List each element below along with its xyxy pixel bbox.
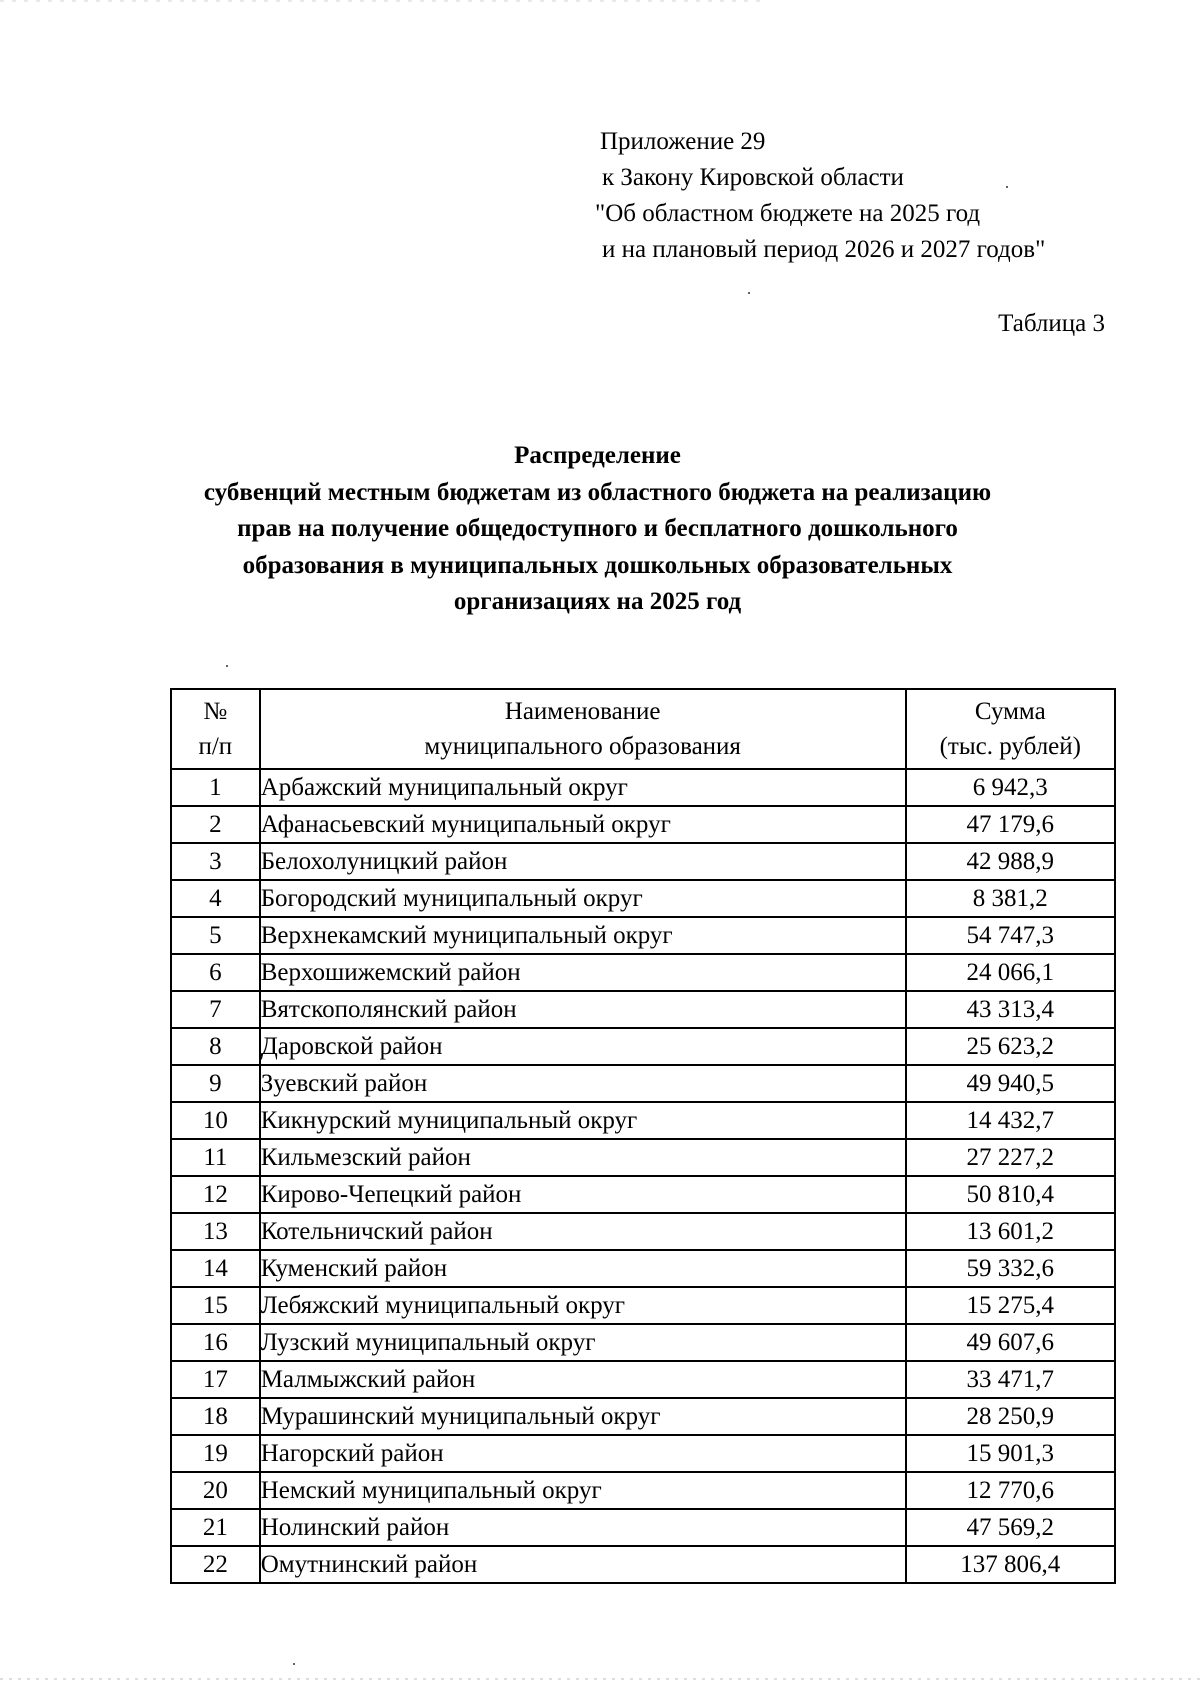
title-line-5: организациях на 2025 год <box>453 588 742 615</box>
amount: 6 942,3 <box>906 769 1115 806</box>
amount: 15 901,3 <box>906 1435 1115 1472</box>
table-row <box>171 1287 1115 1324</box>
table-row <box>171 1546 1115 1583</box>
row-number: 9 <box>171 1065 260 1102</box>
row-number: 12 <box>171 1176 260 1213</box>
header-name-line-2: муниципального образования <box>424 733 741 760</box>
row-number: 5 <box>171 917 260 954</box>
table-row <box>171 1509 1115 1546</box>
header-number-line-1: № <box>203 698 228 725</box>
amount: 25 623,2 <box>906 1028 1115 1065</box>
municipality-name: Нагорский район <box>260 1435 906 1472</box>
municipality-name: Немский муниципальный округ <box>260 1472 906 1509</box>
amount: 137 806,4 <box>906 1546 1115 1583</box>
scan-speck <box>1006 186 1008 188</box>
amount: 14 432,7 <box>906 1102 1115 1139</box>
table-row <box>171 1250 1115 1287</box>
row-number: 10 <box>171 1102 260 1139</box>
municipality-name: Верхошижемский район <box>260 954 906 991</box>
municipality-name: Арбажский муниципальный округ <box>260 769 906 806</box>
row-number: 2 <box>171 806 260 843</box>
row-number: 1 <box>171 769 260 806</box>
header-sum-line-2: (тыс. рублей) <box>939 733 1081 760</box>
amount: 54 747,3 <box>906 917 1115 954</box>
row-number: 7 <box>171 991 260 1028</box>
municipality-name: Даровской район <box>260 1028 906 1065</box>
header-number <box>171 689 260 769</box>
scan-speck <box>226 665 228 667</box>
municipality-name: Зуевский район <box>260 1065 906 1102</box>
row-number: 15 <box>171 1287 260 1324</box>
scan-speck <box>748 292 750 294</box>
row-number: 22 <box>171 1546 260 1583</box>
appendix-line-4: и на плановый период 2026 и 2027 годов" <box>602 236 1046 263</box>
row-number: 19 <box>171 1435 260 1472</box>
municipality-name: Куменский район <box>260 1250 906 1287</box>
amount: 49 940,5 <box>906 1065 1115 1102</box>
municipality-name: Котельничский район <box>260 1213 906 1250</box>
table-row <box>171 917 1115 954</box>
municipality-name: Вятскополянский район <box>260 991 906 1028</box>
table-row <box>171 1472 1115 1509</box>
amount: 24 066,1 <box>906 954 1115 991</box>
amount: 59 332,6 <box>906 1250 1115 1287</box>
appendix-line-1: Приложение 29 <box>600 128 766 155</box>
table-row <box>171 1102 1115 1139</box>
amount: 8 381,2 <box>906 880 1115 917</box>
amount: 13 601,2 <box>906 1213 1115 1250</box>
header-number-line-2: п/п <box>198 733 233 760</box>
amount: 50 810,4 <box>906 1176 1115 1213</box>
row-number: 14 <box>171 1250 260 1287</box>
scan-speck <box>293 1663 295 1665</box>
amount: 42 988,9 <box>906 843 1115 880</box>
municipality-name: Белохолуницкий район <box>260 843 906 880</box>
title-line-3: прав на получение общедоступного и бесплатного дошкольного <box>237 515 958 542</box>
header-name <box>260 689 906 769</box>
municipality-name: Малмыжский район <box>260 1361 906 1398</box>
municipality-name: Лузский муниципальный округ <box>260 1324 906 1361</box>
title-line-4: образования в муниципальных дошкольных образовательных <box>242 551 953 579</box>
municipality-name: Афанасьевский муниципальный округ <box>260 806 906 843</box>
scan-noise-bottom <box>0 1678 1200 1680</box>
table-row <box>171 1361 1115 1398</box>
table-number: Таблица 3 <box>998 310 1105 337</box>
amount: 12 770,6 <box>906 1472 1115 1509</box>
row-number: 8 <box>171 1028 260 1065</box>
amount: 47 569,2 <box>906 1509 1115 1546</box>
appendix-line-3: "Об областном бюджете на 2025 год <box>595 200 981 227</box>
table-row <box>171 1139 1115 1176</box>
header-name-line-1: Наименование <box>504 698 661 725</box>
amount: 15 275,4 <box>906 1287 1115 1324</box>
title-line-2: субвенций местным бюджетам из областного бюджета на реализацию <box>203 478 992 506</box>
municipality-name: Кильмезский район <box>260 1139 906 1176</box>
table-row <box>171 1028 1115 1065</box>
row-number: 6 <box>171 954 260 991</box>
table-row <box>171 806 1115 843</box>
row-number: 18 <box>171 1398 260 1435</box>
municipality-name: Омутнинский район <box>260 1546 906 1583</box>
amount: 28 250,9 <box>906 1398 1115 1435</box>
amount: 49 607,6 <box>906 1324 1115 1361</box>
table-body <box>171 769 1115 1583</box>
table-row <box>171 1065 1115 1102</box>
appendix-header <box>595 124 1046 268</box>
appendix-line-2: к Закону Кировской области <box>602 164 904 191</box>
row-number: 4 <box>171 880 260 917</box>
table-row <box>171 1435 1115 1472</box>
municipality-name: Мурашинский муниципальный округ <box>260 1398 906 1435</box>
table-row <box>171 954 1115 991</box>
amount: 27 227,2 <box>906 1139 1115 1176</box>
row-number: 20 <box>171 1472 260 1509</box>
table-row <box>171 769 1115 806</box>
table-row <box>171 1398 1115 1435</box>
table-header-row <box>171 689 1115 769</box>
header-sum <box>906 689 1115 769</box>
header-sum-line-1: Сумма <box>974 698 1046 725</box>
table-row <box>171 880 1115 917</box>
municipality-name: Нолинский район <box>260 1509 906 1546</box>
amount: 43 313,4 <box>906 991 1115 1028</box>
table-row <box>171 991 1115 1028</box>
row-number: 3 <box>171 843 260 880</box>
table-row <box>171 1176 1115 1213</box>
distribution-table <box>170 688 1116 1584</box>
municipality-name: Верхнекамский муниципальный округ <box>260 917 906 954</box>
title-line-1: Распределение <box>514 442 681 469</box>
row-number: 13 <box>171 1213 260 1250</box>
document-title <box>150 438 1045 621</box>
row-number: 16 <box>171 1324 260 1361</box>
row-number: 11 <box>171 1139 260 1176</box>
municipality-name: Кирово-Чепецкий район <box>260 1176 906 1213</box>
table-row <box>171 1213 1115 1250</box>
row-number: 17 <box>171 1361 260 1398</box>
municipality-name: Богородский муниципальный округ <box>260 880 906 917</box>
table-row <box>171 1324 1115 1361</box>
amount: 47 179,6 <box>906 806 1115 843</box>
table-row <box>171 843 1115 880</box>
scan-noise-top <box>0 0 760 2</box>
municipality-name: Кикнурский муниципальный округ <box>260 1102 906 1139</box>
row-number: 21 <box>171 1509 260 1546</box>
municipality-name: Лебяжский муниципальный округ <box>260 1287 906 1324</box>
amount: 33 471,7 <box>906 1361 1115 1398</box>
